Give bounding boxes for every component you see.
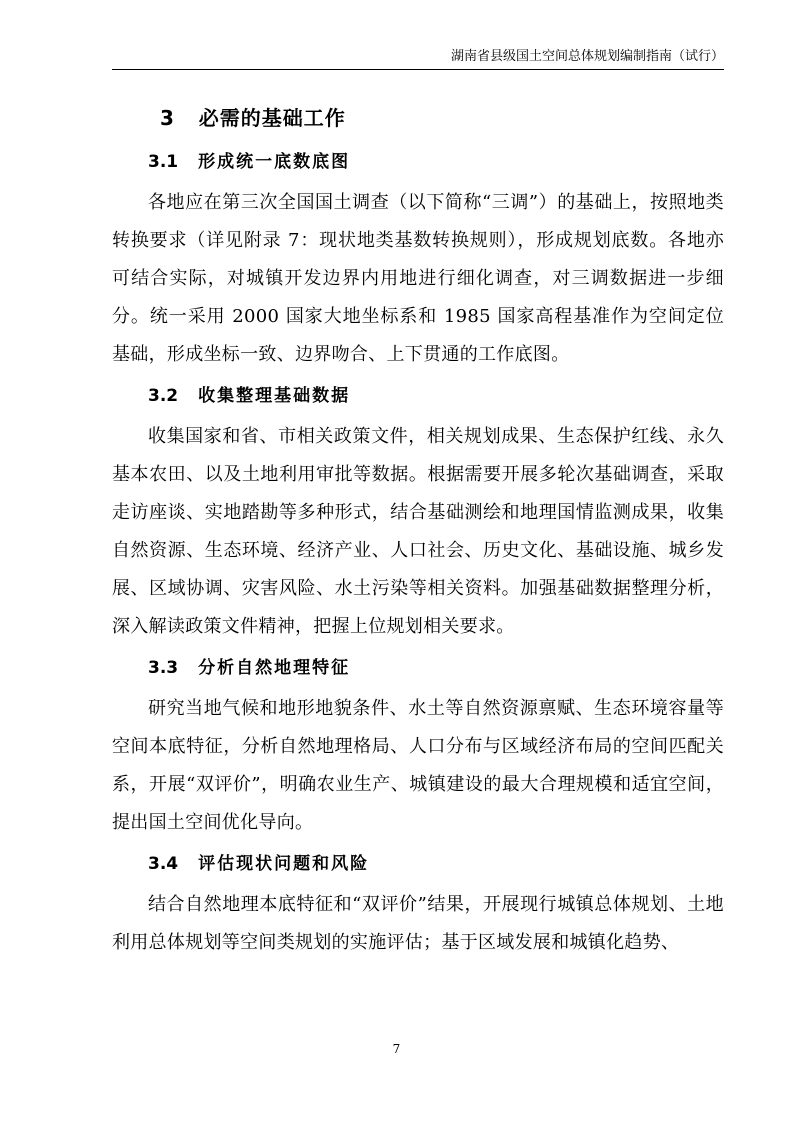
section-heading [148, 140, 724, 184]
section-heading [148, 374, 724, 418]
section-body: 研究当地气候和地形地貌条件、水土等自然资源禀赋、生态环境容量等空间本底特征，分析自然地理格局、人口分布与区域经济布局的空间匹配关系，开展“双评价”，明确农业生产、城镇建设的最大合理规模和适宜空间，提出国土空间优化导向。 [112, 698, 724, 833]
section-body: 各地应在第三次全国国土调查（以下简称“三调”）的基础上，按照地类转换要求（详见附录 7：现状地类基数转换规则），形成规划底数。各地亦可结合实际，对城镇开发边界内用地进行细化调查，对三调数据进一步细分。统一采用 2000 国家大地坐标系和 1985 国家高程基准作为空间定位基础，形成坐标一致、边界吻合、上下贯通的工作底图。 [112, 192, 724, 365]
page-content [112, 96, 724, 962]
section-number: 3.4 [148, 854, 179, 874]
running-header: 湖南省县级国土空间总体规划编制指南（试行） [450, 49, 724, 64]
section-number: 3.1 [148, 152, 179, 172]
header-rule [112, 69, 724, 70]
section-3-2 [112, 374, 724, 646]
section-3-4 [112, 842, 724, 962]
section-body: 收集国家和省、市相关政策文件，相关规划成果、生态保护红线、永久基本农田、以及土地利用审批等数据。根据需要开展多轮次基础调查，采取走访座谈、实地踏勘等多种形式，结合基础测绘和地理国情监测成果，收集自然资源、生态环境、经济产业、人口社会、历史文化、基础设施、城乡发展、区域协调、灾害风险、水土污染等相关资料。加强基础数据整理分析，深入解读政策文件精神，把握上位规划相关要求。 [112, 426, 724, 637]
section-title: 收集整理基础数据 [198, 386, 351, 406]
section-title: 分析自然地理特征 [198, 658, 351, 678]
section-3-3 [112, 646, 724, 842]
section-body: 结合自然地理本底特征和“双评价”结果，开展现行城镇总体规划、土地利用总体规划等空间类规划的实施评估；基于区域发展和城镇化趋势、 [112, 894, 724, 953]
section-heading [148, 646, 724, 690]
section-title: 形成统一底数底图 [198, 152, 351, 172]
section-heading [148, 842, 724, 886]
section-title: 评估现状问题和风险 [198, 854, 370, 874]
section-number: 3.3 [148, 658, 179, 678]
page-number: 7 [392, 1042, 401, 1056]
chapter-title: 3 必需的基础工作 [160, 106, 346, 130]
section-number: 3.2 [148, 386, 179, 406]
section-3-1 [112, 140, 724, 374]
